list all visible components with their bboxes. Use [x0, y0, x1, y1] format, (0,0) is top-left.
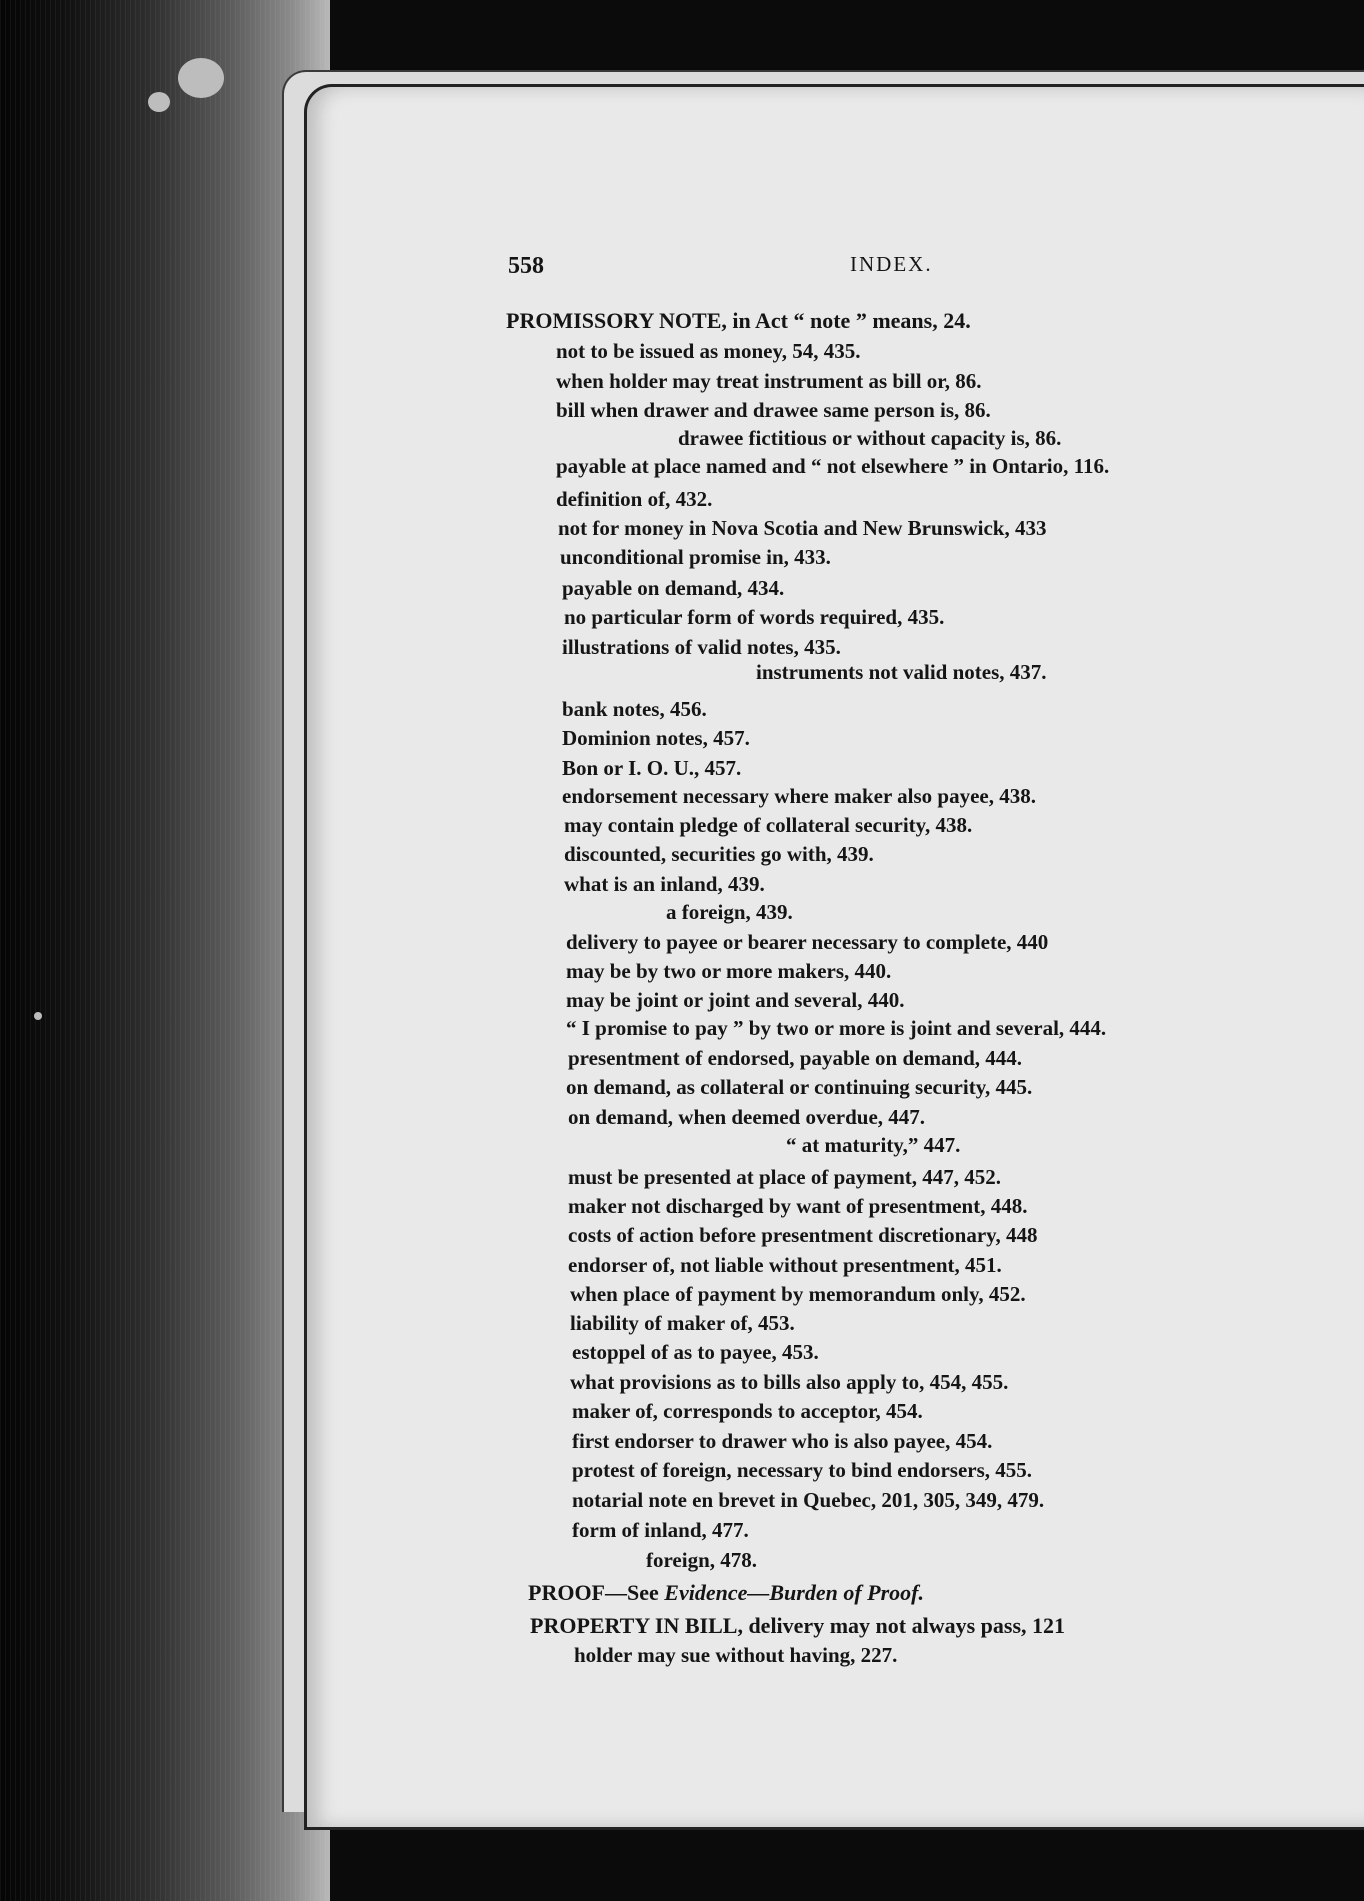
- index-entry: protest of foreign, necessary to bind endorsers, 455.: [572, 1458, 1033, 1482]
- index-entry: bank notes, 456.: [562, 697, 707, 721]
- index-entry: payable at place named and “ not elsewhere ” in Ontario, 116.: [556, 454, 1110, 478]
- index-subentry: foreign, 478.: [646, 1548, 758, 1572]
- index-subentry: instruments not valid notes, 437.: [756, 660, 1047, 684]
- index-heading-promissory-note: PROMISSORY NOTE, in Act “ note ” means, 24.: [506, 308, 971, 333]
- index-entry: maker of, corresponds to acceptor, 454.: [572, 1399, 923, 1423]
- index-entry: on demand, when deemed overdue, 447.: [568, 1105, 926, 1129]
- index-entry: on demand, as collateral or continuing security, 445.: [566, 1075, 1033, 1099]
- index-entry: may be by two or more makers, 440.: [566, 959, 892, 983]
- index-entry: payable on demand, 434.: [562, 576, 785, 600]
- index-entry: illustrations of valid notes, 435.: [562, 635, 841, 659]
- index-entry: may be joint or joint and several, 440.: [566, 988, 905, 1012]
- index-subentry: “ at maturity,” 447.: [786, 1133, 961, 1157]
- index-entry: endorser of, not liable without presentment, 451.: [568, 1253, 1002, 1277]
- index-subentry: a foreign, 439.: [666, 900, 793, 924]
- index-entry: may contain pledge of collateral security, 438.: [564, 813, 973, 837]
- running-header: INDEX.: [850, 252, 933, 276]
- index-entry: Bon or I. O. U., 457.: [562, 756, 742, 780]
- index-entry: must be presented at place of payment, 447, 452.: [568, 1165, 1002, 1189]
- index-entry: estoppel of as to payee, 453.: [572, 1340, 819, 1364]
- index-entry: bill when drawer and drawee same person is, 86.: [556, 398, 991, 422]
- cross-reference: Evidence—Burden of Proof.: [664, 1580, 924, 1605]
- scan-smudge: [148, 92, 170, 112]
- scan-smudge: [34, 1012, 42, 1020]
- index-entry: presentment of endorsed, payable on demand, 444.: [568, 1046, 1023, 1070]
- index-entry: not to be issued as money, 54, 435.: [556, 339, 861, 363]
- index-entry: delivery to payee or bearer necessary to complete, 440: [566, 930, 1049, 954]
- index-entry: Dominion notes, 457.: [562, 726, 750, 750]
- index-entry: “ I promise to pay ” by two or more is joint and several, 444.: [566, 1016, 1107, 1040]
- page-number: 558: [508, 253, 544, 279]
- index-entry: form of inland, 477.: [572, 1518, 749, 1542]
- index-entry: no particular form of words required, 435.: [564, 605, 945, 629]
- index-entry: endorsement necessary where maker also payee, 438.: [562, 784, 1036, 808]
- scan-smudge: [178, 58, 224, 98]
- index-entry: definition of, 432.: [556, 487, 713, 511]
- index-entry: notarial note en brevet in Quebec, 201, 305, 349, 479.: [572, 1488, 1045, 1512]
- index-entry: holder may sue without having, 227.: [574, 1643, 898, 1667]
- index-subentry: drawee fictitious or without capacity is, 86.: [678, 426, 1062, 450]
- index-entry: maker not discharged by want of presentment, 448.: [568, 1194, 1028, 1218]
- index-entry: not for money in Nova Scotia and New Brunswick, 433: [558, 516, 1047, 540]
- index-entry: when place of payment by memorandum only, 452.: [570, 1282, 1026, 1306]
- index-heading-property-in-bill: PROPERTY IN BILL, delivery may not always pass, 121: [530, 1613, 1066, 1638]
- index-entry: when holder may treat instrument as bill or, 86.: [556, 369, 982, 393]
- index-entry: first endorser to drawer who is also payee, 454.: [572, 1429, 993, 1453]
- proof-see-text: PROOF—See: [528, 1580, 665, 1605]
- book-gutter: [0, 0, 330, 1901]
- index-entry: unconditional promise in, 433.: [560, 545, 831, 569]
- index-entry: liability of maker of, 453.: [570, 1311, 795, 1335]
- index-entry: discounted, securities go with, 439.: [564, 842, 874, 866]
- index-heading-proof: [528, 1582, 924, 1604]
- index-entry: what provisions as to bills also apply to, 454, 455.: [570, 1370, 1009, 1394]
- index-entry: what is an inland, 439.: [564, 872, 765, 896]
- index-entry: costs of action before presentment discretionary, 448: [568, 1223, 1038, 1247]
